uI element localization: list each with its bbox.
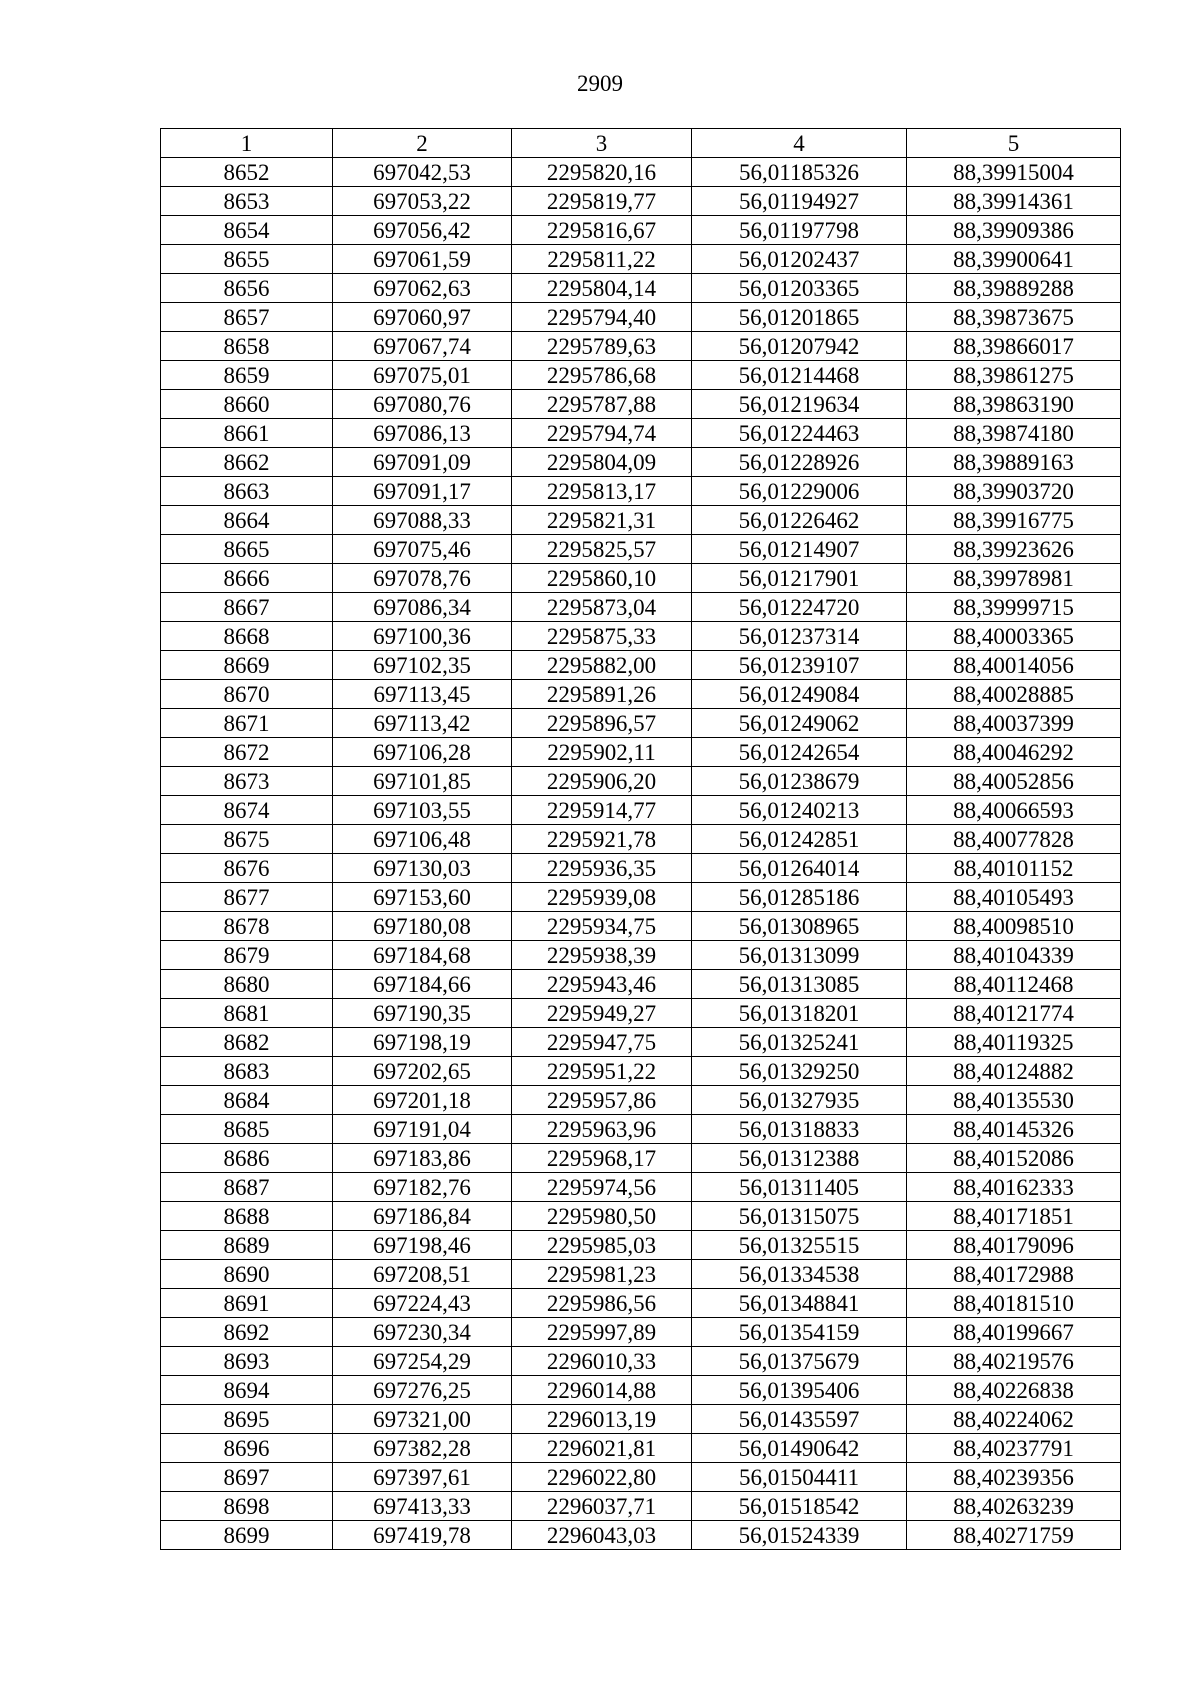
- table-row: [161, 1173, 1121, 1202]
- table-row: [161, 796, 1121, 825]
- table-row: [161, 1057, 1121, 1086]
- table-cell-col-3: 2295789,63: [512, 332, 692, 361]
- table-cell-col-3: 2295811,22: [512, 245, 692, 274]
- table-cell-col-2: 697075,01: [333, 361, 512, 390]
- column-header-3: 3: [512, 129, 692, 158]
- table-row: [161, 912, 1121, 941]
- table-cell-col-2: 697230,34: [333, 1318, 512, 1347]
- table-cell-col-4: 56,01524339: [692, 1521, 907, 1550]
- column-header-4: 4: [692, 129, 907, 158]
- table-row: [161, 709, 1121, 738]
- table-cell-col-3: 2295949,27: [512, 999, 692, 1028]
- table-row: [161, 216, 1121, 245]
- table-cell-col-1: 8673: [161, 767, 333, 796]
- table-cell-col-3: 2295936,35: [512, 854, 692, 883]
- table-row: [161, 941, 1121, 970]
- table-row: [161, 1202, 1121, 1231]
- table-cell-col-3: 2295896,57: [512, 709, 692, 738]
- table-cell-col-3: 2295957,86: [512, 1086, 692, 1115]
- table-cell-col-2: 697186,84: [333, 1202, 512, 1231]
- table-cell-col-5: 88,40124882: [907, 1057, 1121, 1086]
- table-cell-col-2: 697101,85: [333, 767, 512, 796]
- table-cell-col-4: 56,01201865: [692, 303, 907, 332]
- table-cell-col-4: 56,01237314: [692, 622, 907, 651]
- table-cell-col-3: 2295951,22: [512, 1057, 692, 1086]
- table-cell-col-2: 697086,13: [333, 419, 512, 448]
- table-cell-col-3: 2295968,17: [512, 1144, 692, 1173]
- table-cell-col-2: 697198,19: [333, 1028, 512, 1057]
- table-cell-col-4: 56,01375679: [692, 1347, 907, 1376]
- table-cell-col-3: 2295787,88: [512, 390, 692, 419]
- table-row: [161, 999, 1121, 1028]
- table-cell-col-3: 2296037,71: [512, 1492, 692, 1521]
- table-cell-col-1: 8670: [161, 680, 333, 709]
- table-cell-col-4: 56,01214468: [692, 361, 907, 390]
- table-cell-col-4: 56,01504411: [692, 1463, 907, 1492]
- table-cell-col-4: 56,01242851: [692, 825, 907, 854]
- table-cell-col-5: 88,39915004: [907, 158, 1121, 187]
- header-row: [161, 129, 1121, 158]
- table-cell-col-4: 56,01240213: [692, 796, 907, 825]
- table-cell-col-4: 56,01318833: [692, 1115, 907, 1144]
- table-cell-col-1: 8668: [161, 622, 333, 651]
- table-cell-col-2: 697184,66: [333, 970, 512, 999]
- table-cell-col-1: 8653: [161, 187, 333, 216]
- table-cell-col-4: 56,01226462: [692, 506, 907, 535]
- table-row: [161, 1260, 1121, 1289]
- table-row: [161, 361, 1121, 390]
- table-row: [161, 564, 1121, 593]
- table-cell-col-5: 88,39866017: [907, 332, 1121, 361]
- table-cell-col-4: 56,01311405: [692, 1173, 907, 1202]
- table-row: [161, 593, 1121, 622]
- table-cell-col-1: 8679: [161, 941, 333, 970]
- table-cell-col-5: 88,39923626: [907, 535, 1121, 564]
- table-cell-col-1: 8683: [161, 1057, 333, 1086]
- table-cell-col-5: 88,39873675: [907, 303, 1121, 332]
- table-cell-col-2: 697198,46: [333, 1231, 512, 1260]
- table-cell-col-4: 56,01327935: [692, 1086, 907, 1115]
- table-cell-col-5: 88,39889163: [907, 448, 1121, 477]
- table-cell-col-1: 8652: [161, 158, 333, 187]
- table-cell-col-1: 8695: [161, 1405, 333, 1434]
- table-row: [161, 1347, 1121, 1376]
- table-row: [161, 303, 1121, 332]
- table-cell-col-4: 56,01285186: [692, 883, 907, 912]
- table-cell-col-3: 2295820,16: [512, 158, 692, 187]
- table-cell-col-4: 56,01214907: [692, 535, 907, 564]
- table-cell-col-1: 8685: [161, 1115, 333, 1144]
- table-cell-col-1: 8667: [161, 593, 333, 622]
- table-cell-col-5: 88,39909386: [907, 216, 1121, 245]
- table-cell-col-2: 697061,59: [333, 245, 512, 274]
- table-cell-col-2: 697088,33: [333, 506, 512, 535]
- table-row: [161, 419, 1121, 448]
- table-row: [161, 883, 1121, 912]
- table-cell-col-4: 56,01264014: [692, 854, 907, 883]
- table-row: [161, 158, 1121, 187]
- table-cell-col-5: 88,40171851: [907, 1202, 1121, 1231]
- table-cell-col-5: 88,39861275: [907, 361, 1121, 390]
- table-cell-col-1: 8688: [161, 1202, 333, 1231]
- table-cell-col-1: 8687: [161, 1173, 333, 1202]
- table-cell-col-3: 2295914,77: [512, 796, 692, 825]
- table-cell-col-4: 56,01325241: [692, 1028, 907, 1057]
- table-cell-col-1: 8694: [161, 1376, 333, 1405]
- table-cell-col-5: 88,40077828: [907, 825, 1121, 854]
- table-cell-col-5: 88,40105493: [907, 883, 1121, 912]
- table-cell-col-4: 56,01217901: [692, 564, 907, 593]
- table-cell-col-4: 56,01203365: [692, 274, 907, 303]
- table-row: [161, 506, 1121, 535]
- table-cell-col-1: 8697: [161, 1463, 333, 1492]
- table-cell-col-1: 8693: [161, 1347, 333, 1376]
- table-row: [161, 767, 1121, 796]
- table-cell-col-3: 2296014,88: [512, 1376, 692, 1405]
- table-cell-col-2: 697183,86: [333, 1144, 512, 1173]
- table-cell-col-1: 8654: [161, 216, 333, 245]
- table-cell-col-5: 88,40219576: [907, 1347, 1121, 1376]
- table-cell-col-5: 88,39999715: [907, 593, 1121, 622]
- table-row: [161, 245, 1121, 274]
- table-cell-col-3: 2295882,00: [512, 651, 692, 680]
- table-cell-col-5: 88,40179096: [907, 1231, 1121, 1260]
- table-row: [161, 1434, 1121, 1463]
- table-cell-col-5: 88,40237791: [907, 1434, 1121, 1463]
- table-cell-col-2: 697106,28: [333, 738, 512, 767]
- table-cell-col-1: 8671: [161, 709, 333, 738]
- table-row: [161, 1521, 1121, 1550]
- table-cell-col-2: 697208,51: [333, 1260, 512, 1289]
- table-cell-col-2: 697091,09: [333, 448, 512, 477]
- table-row: [161, 1144, 1121, 1173]
- table-cell-col-5: 88,40145326: [907, 1115, 1121, 1144]
- table-row: [161, 825, 1121, 854]
- table-cell-col-5: 88,40003365: [907, 622, 1121, 651]
- table-cell-col-5: 88,39916775: [907, 506, 1121, 535]
- table-cell-col-4: 56,01490642: [692, 1434, 907, 1463]
- table-cell-col-2: 697397,61: [333, 1463, 512, 1492]
- table-row: [161, 622, 1121, 651]
- table-cell-col-1: 8659: [161, 361, 333, 390]
- table-cell-col-3: 2295938,39: [512, 941, 692, 970]
- table-cell-col-3: 2295906,20: [512, 767, 692, 796]
- table-cell-col-5: 88,40271759: [907, 1521, 1121, 1550]
- table-cell-col-5: 88,39914361: [907, 187, 1121, 216]
- table-row: [161, 1376, 1121, 1405]
- table-cell-col-4: 56,01249062: [692, 709, 907, 738]
- table-cell-col-3: 2295813,17: [512, 477, 692, 506]
- table-cell-col-5: 88,40104339: [907, 941, 1121, 970]
- table-cell-col-5: 88,39874180: [907, 419, 1121, 448]
- table-cell-col-5: 88,40121774: [907, 999, 1121, 1028]
- table-cell-col-1: 8678: [161, 912, 333, 941]
- table-row: [161, 1492, 1121, 1521]
- table-cell-col-5: 88,40181510: [907, 1289, 1121, 1318]
- table-cell-col-5: 88,40101152: [907, 854, 1121, 883]
- table-cell-col-1: 8675: [161, 825, 333, 854]
- table-cell-col-3: 2295986,56: [512, 1289, 692, 1318]
- table-cell-col-5: 88,40239356: [907, 1463, 1121, 1492]
- table-cell-col-2: 697153,60: [333, 883, 512, 912]
- table-cell-col-4: 56,01329250: [692, 1057, 907, 1086]
- table-cell-col-1: 8664: [161, 506, 333, 535]
- table-cell-col-4: 56,01219634: [692, 390, 907, 419]
- table-cell-col-4: 56,01315075: [692, 1202, 907, 1231]
- table-cell-col-2: 697103,55: [333, 796, 512, 825]
- table-cell-col-2: 697053,22: [333, 187, 512, 216]
- table-row: [161, 1086, 1121, 1115]
- table-cell-col-3: 2295921,78: [512, 825, 692, 854]
- table-cell-col-3: 2295997,89: [512, 1318, 692, 1347]
- table-cell-col-5: 88,40224062: [907, 1405, 1121, 1434]
- coordinates-table: [160, 128, 1121, 1550]
- table-cell-col-2: 697067,74: [333, 332, 512, 361]
- table-cell-col-4: 56,01395406: [692, 1376, 907, 1405]
- table-cell-col-4: 56,01249084: [692, 680, 907, 709]
- table-cell-col-1: 8686: [161, 1144, 333, 1173]
- column-header-1: 1: [161, 129, 333, 158]
- table-cell-col-5: 88,40172988: [907, 1260, 1121, 1289]
- table-cell-col-2: 697106,48: [333, 825, 512, 854]
- table-cell-col-1: 8682: [161, 1028, 333, 1057]
- table-row: [161, 448, 1121, 477]
- table-row: [161, 1231, 1121, 1260]
- table-cell-col-1: 8655: [161, 245, 333, 274]
- table-row: [161, 1115, 1121, 1144]
- table-cell-col-4: 56,01194927: [692, 187, 907, 216]
- table-cell-col-1: 8689: [161, 1231, 333, 1260]
- table-cell-col-4: 56,01228926: [692, 448, 907, 477]
- table-cell-col-1: 8677: [161, 883, 333, 912]
- table-row: [161, 680, 1121, 709]
- table-row: [161, 970, 1121, 999]
- table-row: [161, 1318, 1121, 1347]
- table-row: [161, 187, 1121, 216]
- table-cell-col-3: 2295943,46: [512, 970, 692, 999]
- table-cell-col-5: 88,40162333: [907, 1173, 1121, 1202]
- table-cell-col-2: 697190,35: [333, 999, 512, 1028]
- table-cell-col-2: 697201,18: [333, 1086, 512, 1115]
- table-cell-col-3: 2295974,56: [512, 1173, 692, 1202]
- table-cell-col-2: 697254,29: [333, 1347, 512, 1376]
- table-cell-col-2: 697382,28: [333, 1434, 512, 1463]
- table-cell-col-5: 88,40152086: [907, 1144, 1121, 1173]
- table-cell-col-2: 697086,34: [333, 593, 512, 622]
- table-cell-col-5: 88,39903720: [907, 477, 1121, 506]
- table-cell-col-5: 88,40112468: [907, 970, 1121, 999]
- table-cell-col-4: 56,01224720: [692, 593, 907, 622]
- table-cell-col-5: 88,40226838: [907, 1376, 1121, 1405]
- column-header-5: 5: [907, 129, 1121, 158]
- table-cell-col-2: 697224,43: [333, 1289, 512, 1318]
- table-cell-col-2: 697078,76: [333, 564, 512, 593]
- table-cell-col-2: 697075,46: [333, 535, 512, 564]
- table-cell-col-5: 88,40066593: [907, 796, 1121, 825]
- table-cell-col-3: 2295825,57: [512, 535, 692, 564]
- table-row: [161, 738, 1121, 767]
- table-cell-col-3: 2295985,03: [512, 1231, 692, 1260]
- table-header: [161, 129, 1121, 158]
- table-cell-col-5: 88,39978981: [907, 564, 1121, 593]
- table-cell-col-3: 2295934,75: [512, 912, 692, 941]
- table-cell-col-2: 697419,78: [333, 1521, 512, 1550]
- table-cell-col-1: 8666: [161, 564, 333, 593]
- table-cell-col-3: 2296043,03: [512, 1521, 692, 1550]
- table-cell-col-3: 2295794,74: [512, 419, 692, 448]
- table-cell-col-5: 88,40014056: [907, 651, 1121, 680]
- table-cell-col-4: 56,01325515: [692, 1231, 907, 1260]
- table-cell-col-3: 2295860,10: [512, 564, 692, 593]
- table-cell-col-2: 697113,42: [333, 709, 512, 738]
- table-cell-col-4: 56,01435597: [692, 1405, 907, 1434]
- table-cell-col-2: 697191,04: [333, 1115, 512, 1144]
- table-cell-col-3: 2295794,40: [512, 303, 692, 332]
- table-cell-col-2: 697080,76: [333, 390, 512, 419]
- table-cell-col-5: 88,40119325: [907, 1028, 1121, 1057]
- table-cell-col-4: 56,01348841: [692, 1289, 907, 1318]
- table-cell-col-3: 2295804,09: [512, 448, 692, 477]
- table-cell-col-3: 2295786,68: [512, 361, 692, 390]
- table-cell-col-3: 2295947,75: [512, 1028, 692, 1057]
- column-header-2: 2: [333, 129, 512, 158]
- table-cell-col-3: 2295819,77: [512, 187, 692, 216]
- table-cell-col-1: 8672: [161, 738, 333, 767]
- table-cell-col-1: 8663: [161, 477, 333, 506]
- table-cell-col-1: 8680: [161, 970, 333, 999]
- table-row: [161, 477, 1121, 506]
- table-cell-col-5: 88,40052856: [907, 767, 1121, 796]
- table-cell-col-2: 697060,97: [333, 303, 512, 332]
- table-cell-col-3: 2295891,26: [512, 680, 692, 709]
- table-cell-col-3: 2296021,81: [512, 1434, 692, 1463]
- table-cell-col-3: 2295875,33: [512, 622, 692, 651]
- table-cell-col-2: 697062,63: [333, 274, 512, 303]
- table-cell-col-3: 2296010,33: [512, 1347, 692, 1376]
- table-row: [161, 1289, 1121, 1318]
- table-cell-col-5: 88,40046292: [907, 738, 1121, 767]
- table-row: [161, 332, 1121, 361]
- table-cell-col-1: 8658: [161, 332, 333, 361]
- table-cell-col-5: 88,40098510: [907, 912, 1121, 941]
- table-cell-col-4: 56,01238679: [692, 767, 907, 796]
- table-cell-col-5: 88,40199667: [907, 1318, 1121, 1347]
- table-cell-col-3: 2296013,19: [512, 1405, 692, 1434]
- table-cell-col-2: 697276,25: [333, 1376, 512, 1405]
- table-cell-col-4: 56,01202437: [692, 245, 907, 274]
- table-cell-col-2: 697184,68: [333, 941, 512, 970]
- table-cell-col-4: 56,01318201: [692, 999, 907, 1028]
- table-cell-col-1: 8669: [161, 651, 333, 680]
- table-row: [161, 1463, 1121, 1492]
- table-row: [161, 1028, 1121, 1057]
- table-cell-col-1: 8662: [161, 448, 333, 477]
- table-cell-col-4: 56,01239107: [692, 651, 907, 680]
- table-cell-col-2: 697100,36: [333, 622, 512, 651]
- table-row: [161, 390, 1121, 419]
- table-cell-col-3: 2295980,50: [512, 1202, 692, 1231]
- table-cell-col-2: 697130,03: [333, 854, 512, 883]
- table-cell-col-4: 56,01334538: [692, 1260, 907, 1289]
- table-cell-col-2: 697413,33: [333, 1492, 512, 1521]
- table-cell-col-1: 8665: [161, 535, 333, 564]
- table-cell-col-4: 56,01313085: [692, 970, 907, 999]
- table-row: [161, 535, 1121, 564]
- table-cell-col-2: 697180,08: [333, 912, 512, 941]
- table-cell-col-5: 88,40037399: [907, 709, 1121, 738]
- table-cell-col-2: 697321,00: [333, 1405, 512, 1434]
- table-cell-col-1: 8657: [161, 303, 333, 332]
- table-cell-col-1: 8684: [161, 1086, 333, 1115]
- table-cell-col-4: 56,01354159: [692, 1318, 907, 1347]
- table-cell-col-2: 697042,53: [333, 158, 512, 187]
- table-cell-col-5: 88,40028885: [907, 680, 1121, 709]
- table-cell-col-3: 2295981,23: [512, 1260, 692, 1289]
- table-cell-col-4: 56,01229006: [692, 477, 907, 506]
- table-cell-col-5: 88,40263239: [907, 1492, 1121, 1521]
- table-cell-col-5: 88,39900641: [907, 245, 1121, 274]
- table-cell-col-3: 2295804,14: [512, 274, 692, 303]
- table-row: [161, 1405, 1121, 1434]
- table-cell-col-5: 88,39863190: [907, 390, 1121, 419]
- table-cell-col-5: 88,40135530: [907, 1086, 1121, 1115]
- table-cell-col-1: 8660: [161, 390, 333, 419]
- table-cell-col-2: 697113,45: [333, 680, 512, 709]
- table-cell-col-2: 697102,35: [333, 651, 512, 680]
- table-cell-col-4: 56,01308965: [692, 912, 907, 941]
- table-cell-col-5: 88,39889288: [907, 274, 1121, 303]
- table-cell-col-1: 8676: [161, 854, 333, 883]
- table-cell-col-3: 2295816,67: [512, 216, 692, 245]
- table-cell-col-1: 8656: [161, 274, 333, 303]
- table-cell-col-4: 56,01207942: [692, 332, 907, 361]
- page-number: 2909: [577, 71, 623, 96]
- table-cell-col-1: 8691: [161, 1289, 333, 1318]
- table-cell-col-4: 56,01185326: [692, 158, 907, 187]
- table-cell-col-1: 8661: [161, 419, 333, 448]
- table-cell-col-4: 56,01313099: [692, 941, 907, 970]
- table-cell-col-4: 56,01197798: [692, 216, 907, 245]
- table-cell-col-3: 2295963,96: [512, 1115, 692, 1144]
- table-cell-col-2: 697202,65: [333, 1057, 512, 1086]
- table-cell-col-3: 2295821,31: [512, 506, 692, 535]
- table-cell-col-4: 56,01518542: [692, 1492, 907, 1521]
- table-cell-col-2: 697091,17: [333, 477, 512, 506]
- table-cell-col-3: 2296022,80: [512, 1463, 692, 1492]
- table-cell-col-1: 8690: [161, 1260, 333, 1289]
- table-cell-col-1: 8699: [161, 1521, 333, 1550]
- table-cell-col-2: 697056,42: [333, 216, 512, 245]
- table-cell-col-4: 56,01312388: [692, 1144, 907, 1173]
- table-row: [161, 274, 1121, 303]
- table-cell-col-1: 8681: [161, 999, 333, 1028]
- table-cell-col-1: 8692: [161, 1318, 333, 1347]
- table-cell-col-2: 697182,76: [333, 1173, 512, 1202]
- table-row: [161, 854, 1121, 883]
- table-cell-col-4: 56,01224463: [692, 419, 907, 448]
- table-cell-col-3: 2295873,04: [512, 593, 692, 622]
- table-body: [161, 158, 1121, 1550]
- table-cell-col-1: 8698: [161, 1492, 333, 1521]
- table-row: [161, 651, 1121, 680]
- table-cell-col-3: 2295939,08: [512, 883, 692, 912]
- table-cell-col-1: 8696: [161, 1434, 333, 1463]
- table-cell-col-3: 2295902,11: [512, 738, 692, 767]
- table-cell-col-1: 8674: [161, 796, 333, 825]
- table-cell-col-4: 56,01242654: [692, 738, 907, 767]
